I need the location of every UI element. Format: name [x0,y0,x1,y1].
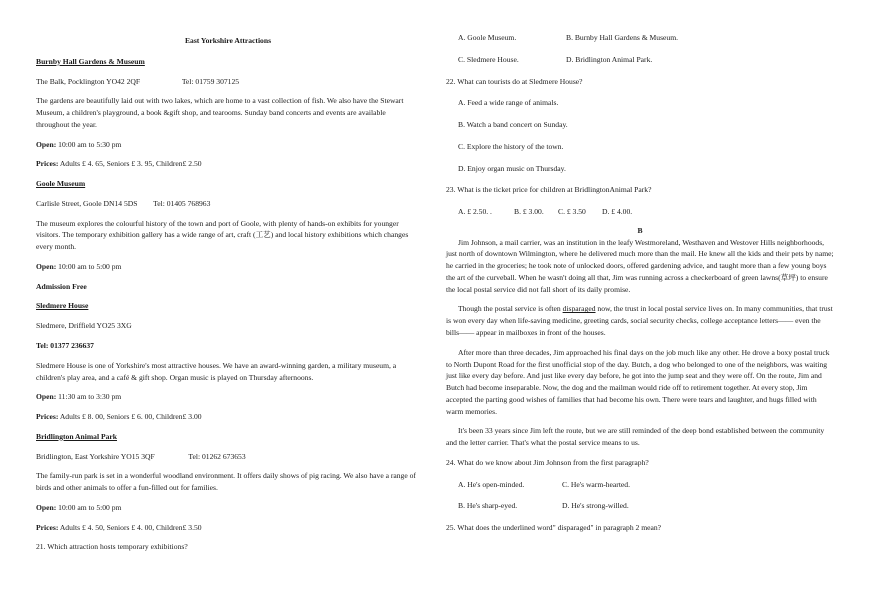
bridlington-prices [36,522,420,534]
section-b-label: B [637,225,643,235]
p2-before: Though the postal service is often [458,304,563,314]
bridlington-contact [36,451,420,463]
q23-option-d: D. £ 4.00. [602,207,633,217]
q24-options-row-1 [446,479,834,491]
question-25: 25. What does the underlined word" disparaged" in paragraph 2 mean? [446,523,662,533]
burnby-contact [36,76,420,88]
prices-label: Prices: [36,159,59,169]
bridlington-address: Bridlington, East Yorkshire YO15 3QF [36,451,155,461]
sledmere-price-values: Adults £ 8. 00, Seniors £ 6. 00, Children£ 3.00 [59,412,202,422]
burnby-open-hours: 10:00 am to 5:30 pm [58,139,122,149]
q24-option-b: B. He's sharp-eyed. [458,501,518,511]
passage-paragraph-3: After more than three decades, Jim approached his final days on the job much like any other. He drove a boxy postal truck to North Dupont Road for the first unofficial stop of the day. Butch, a dog who belonged to one of the neighbors, was waiting just like every day before. And just like every day before, he got into the jump seat and they were off. On the route, Jim and Butch had become inseparable. Now, the dog and the mailman would ride off to retirement together. At every stop, Jim accepted the parting good wishes of families that had become his own. There were tears and laughter, and hugs filled with warm memories. [446,347,830,416]
bridlington-price-values: Adults £ 4. 50, Seniors £ 4. 00, Children£ 3.50 [59,522,202,532]
goole-open-hours: 10:00 am to 5:00 pm [58,261,122,271]
goole-tel: Tel: 01405 768963 [153,198,211,208]
goole-open [36,261,420,273]
right-column [446,32,834,544]
p2-after: now, the trust in local postal service lives on. In many communities, that trust is won every day when life-saving medicine, greeting cards, social security checks, college acceptance letters—— even the bills—— appear in mailboxes in front of the houses. [446,304,833,338]
question-22: 22. What can tourists do at Sledmere House? [446,76,583,86]
goole-contact [36,198,420,210]
underlined-word: disparaged [562,304,596,314]
q23-option-a: A. £ 2.50. . [458,207,492,217]
burnby-description: The gardens are beautifully laid out with two lakes, which are home to a vast collection of fish. We also have the Stewart Museum, a children's playground, a book &gift shop, and tearooms. Sunday band concerts and events are available throughout the year. [36,96,404,129]
bridlington-heading: Bridlington Animal Park [36,431,118,441]
question-21: 21. Which attraction hosts temporary exhibitions? [36,542,188,552]
q21-options-row-1 [446,32,834,44]
q21-option-a: A. Goole Museum. [458,33,517,42]
sledmere-heading: Sledmere House [36,301,89,311]
q24-option-a: A. He's open-minded. [458,479,525,489]
burnby-price-values: Adults £ 4. 65, Seniors £ 3. 95, Children£ 2.50 [59,159,202,169]
burnby-heading: Burnby Hall Gardens & Museum [36,56,145,66]
q22-options [446,97,834,174]
open-label: Open: [36,139,57,149]
q22-option-d: D. Enjoy organ music on Thursday. [458,163,566,173]
sledmere-prices [36,411,420,423]
prices-label: Prices: [36,522,59,532]
q21-options-row-2 [446,54,834,66]
burnby-address: The Balk, Pocklington YO42 2QF [36,76,141,86]
q24-option-d: D. He's strong-willed. [562,501,629,511]
q23-options [446,206,834,218]
prices-label: Prices: [36,412,59,422]
passage-paragraph-2 [446,303,834,338]
burnby-open [36,139,420,151]
q23-option-b: B. £ 3.00. [514,207,544,217]
q24-options-row-2 [446,500,834,512]
q21-option-d: D. Bridlington Animal Park. [566,54,653,64]
sledmere-description: Sledmere House is one of Yorkshire's most attractive houses. We have an award-winning garden, a military museum, a children's play area, and a café & gift shop. Organ music is played on Thursday afternoons. [36,360,397,382]
q24-option-c: C. He's warm-hearted. [562,479,630,489]
bridlington-description: The family-run park is set in a wonderful woodland environment. It offers daily shows of pig racing. We also have a range of birds and other animals to offer a fun-filled out for families. [36,471,416,493]
left-column [36,32,420,561]
open-label: Open: [36,392,57,402]
q21-option-b: B. Burnby Hall Gardens & Museum. [566,33,678,42]
question-23: 23. What is the ticket price for children at BridlingtonAnimal Park? [446,185,652,195]
bridlington-open-hours: 10:00 am to 5:00 pm [58,502,122,512]
page-title: East Yorkshire Attractions [184,36,272,45]
bridlington-open [36,502,420,514]
question-24: 24. What do we know about Jim Johnson from the first paragraph? [446,457,649,467]
sledmere-address: Sledmere, Driffield YO25 3XG [36,321,132,331]
q22-option-c: C. Explore the history of the town. [458,141,564,151]
q23-option-c: C. £ 3.50 [558,207,586,217]
q21-option-c: C. Sledmere House. [458,54,519,64]
passage-paragraph-4: It's been 33 years since Jim left the route, but we are still reminded of the deep bond established between the community and the letter carrier. That's what the postal service means to us. [446,426,825,448]
q22-option-a: A. Feed a wide range of animals. [458,98,559,108]
goole-admission: Admission Free [36,281,87,291]
open-label: Open: [36,261,57,271]
goole-description: The museum explores the colourful history of the town and port of Goole, with plenty of hands-on exhibits for younger visitors. The temporary exhibition gallery has a wide range of art, craft (工艺) and local history exhibitions which changes every month. [36,218,409,252]
sledmere-tel: Tel: 01377 236637 [36,341,94,351]
sledmere-open-hours: 11:30 am to 3:30 pm [58,392,122,402]
burnby-tel: Tel: 01759 307125 [181,76,240,86]
passage-paragraph-1: Jim Johnson, a mail carrier, was an institution in the leafy Westmoreland, Westhaven and Westover Hills neighborhoods, just north of downtown Wilmington, where he delivered much more than the mail. He knew all the kids and their pets by name; he carried in the groceries; he took note of unlocked doors, offered gardening advice, and taught more than a few young boys the art of the curveball. When he wasn't doing all that, Jim was running across a checkerboard of green lawns(草坪) to ensure the local postal service did not fall short of its daily promise. [446,237,834,294]
goole-heading: Goole Museum [36,179,86,189]
sledmere-open [36,391,420,403]
q22-option-b: B. Watch a band concert on Sunday. [458,120,568,130]
burnby-prices [36,158,420,170]
goole-address: Carlisle Street, Goole DN14 5DS [36,198,138,208]
open-label: Open: [36,502,57,512]
bridlington-tel: Tel: 01262 673653 [188,451,246,461]
